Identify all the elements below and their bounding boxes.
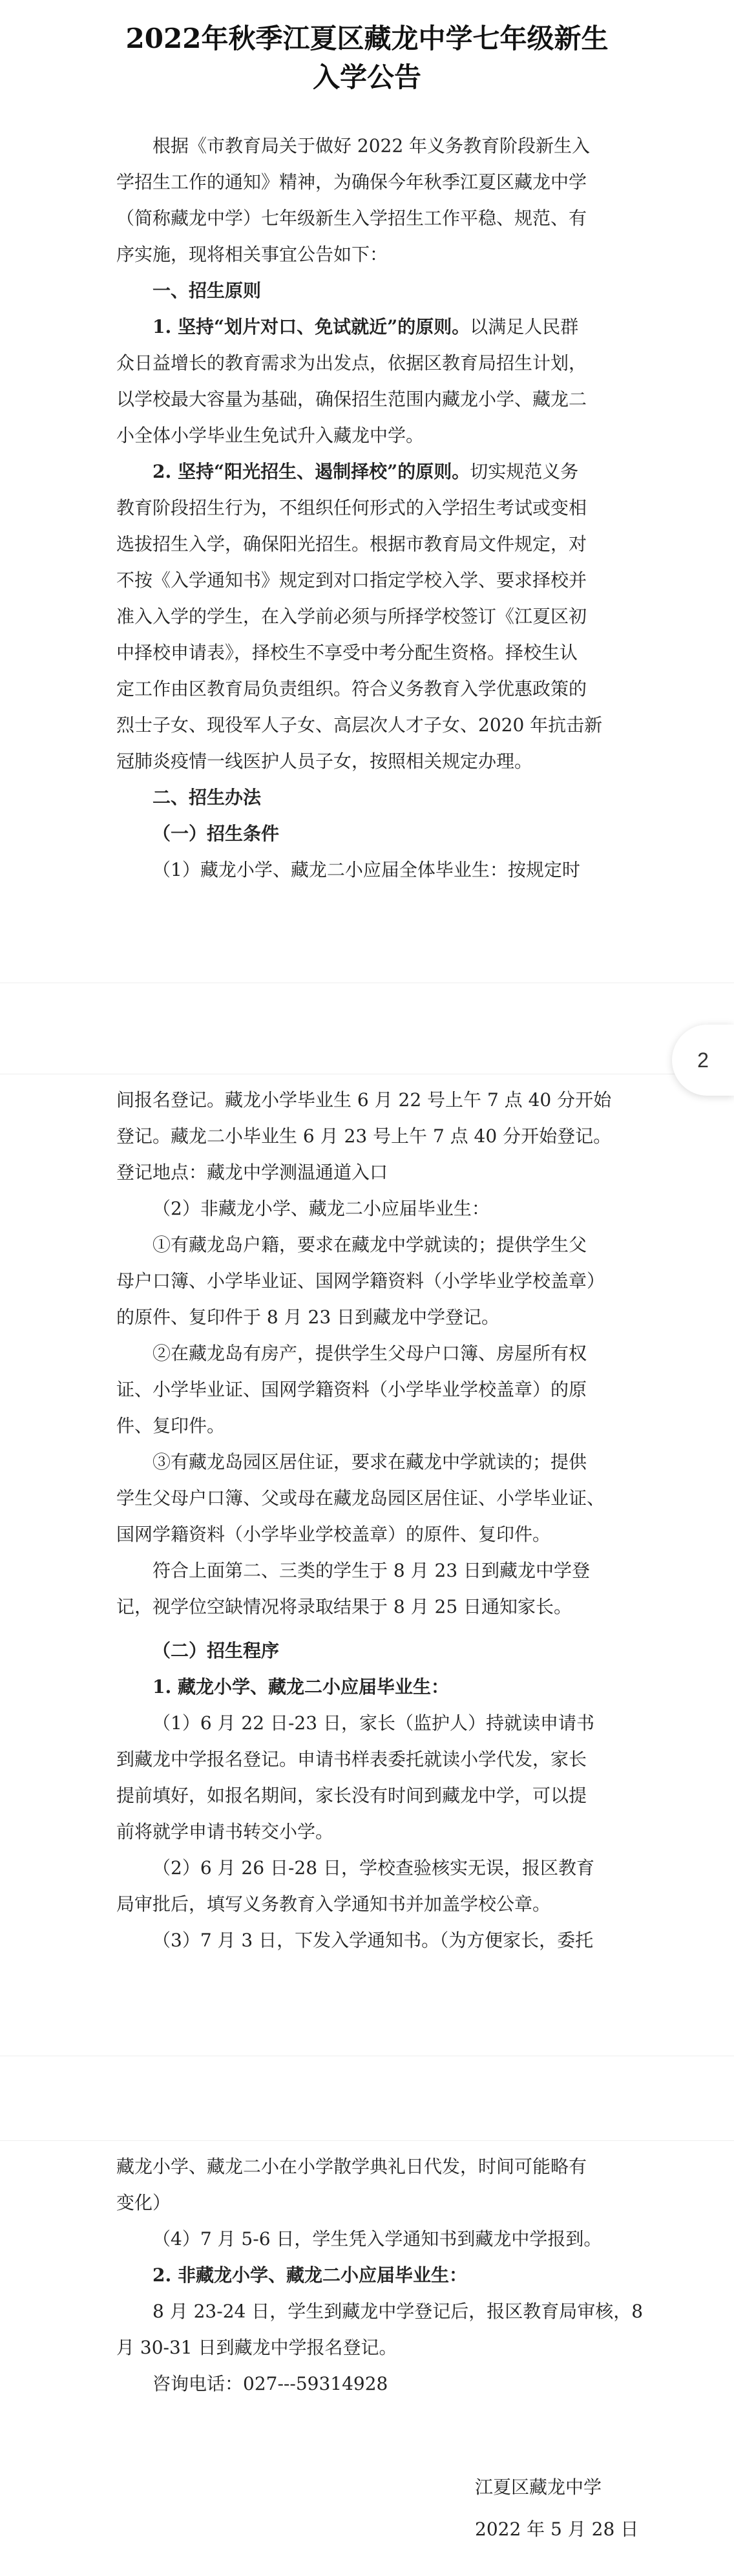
text-line: 登记。藏龙二小毕业生 6 月 23 号上午 7 点 40 分开始登记。 xyxy=(116,1125,612,1147)
condition-1-paragraph-part-1 xyxy=(116,852,633,888)
procedure-1c-paragraph-part-2 xyxy=(116,2149,633,2221)
document-page-2 xyxy=(0,1073,734,2056)
text-line: 到藏龙中学报名登记。申请书样表委托就读小学代发，家长 xyxy=(116,1749,587,1770)
condition-2a-paragraph xyxy=(116,1227,633,1336)
title-line-1: 2022年秋季江夏区藏龙中学七年级新生 xyxy=(125,23,609,54)
text-line: 件、复印件。 xyxy=(116,1415,225,1436)
text-line: （简称藏龙中学）七年级新生入学招生工作平稳、规范、有 xyxy=(116,208,587,229)
text-line: ①有藏龙岛户籍，要求在藏龙中学就读的；提供学生父 xyxy=(152,1234,587,1255)
text-line: 选拔招生入学，确保阳光招生。根据市教育局文件规定，对 xyxy=(116,533,587,555)
condition-2c-paragraph xyxy=(116,1444,633,1553)
text-line: （3）7 月 3 日，下发入学通知书。（为方便家长，委托 xyxy=(152,1930,594,1951)
subsection-heading-procedure: （二）招生程序 xyxy=(152,1640,280,1661)
intro-paragraph xyxy=(116,128,633,273)
text-line: 前将就学申请书转交小学。 xyxy=(116,1821,334,1842)
contact-phone: 咨询电话：027---59314928 xyxy=(152,2373,388,2394)
text-line: 提前填好，如报名期间，家长没有时间到藏龙中学，可以提 xyxy=(116,1785,587,1806)
text-line: 母户口簿、小学毕业证、国网学籍资料（小学毕业学校盖章） xyxy=(116,1270,605,1292)
text-line: 证、小学毕业证、国网学籍资料（小学毕业学校盖章）的原 xyxy=(116,1379,587,1400)
text-line: 变化） xyxy=(116,2192,171,2213)
text-line: （1）藏龙小学、藏龙二小应届全体毕业生：按规定时 xyxy=(152,859,580,880)
principle-1-paragraph xyxy=(116,309,633,454)
text-line: 教育阶段招生行为，不组织任何形式的入学招生考试或变相 xyxy=(116,497,587,518)
procedure-1b-paragraph xyxy=(116,1850,633,1922)
text-line: 间报名登记。藏龙小学毕业生 6 月 22 号上午 7 点 40 分开始 xyxy=(116,1089,612,1111)
page-number-badge[interactable]: 2 xyxy=(672,1025,734,1096)
text-line: （1）6 月 22 日-23 日，家长（监护人）持就读申请书 xyxy=(152,1712,594,1734)
subsection-heading-conditions: （一）招生条件 xyxy=(152,823,280,844)
procedure-2-heading: 2. 非藏龙小学、藏龙二小应届毕业生： xyxy=(152,2264,467,2286)
text-line: 登记地点：藏龙中学测温通道入口 xyxy=(116,1162,388,1183)
notice-title xyxy=(0,19,734,97)
condition-2-heading: （2）非藏龙小学、藏龙二小应届毕业生： xyxy=(152,1198,490,1219)
condition-note-paragraph xyxy=(116,1553,633,1625)
text-line: 不按《入学通知书》规定到对口指定学校入学、要求择校并 xyxy=(116,569,587,591)
text-line: 切实规范义务 xyxy=(470,461,579,482)
text-line: 众日益增长的教育需求为出发点，依据区教育局招生计划， xyxy=(116,352,587,374)
text-line: 准入入学的学生，在入学前必须与所择学校签订《江夏区初 xyxy=(116,606,587,627)
text-line: 小全体小学毕业生免试升入藏龙中学。 xyxy=(116,425,425,446)
text-line: 国网学籍资料（小学毕业学校盖章）的原件、复印件。 xyxy=(116,1524,551,1545)
procedure-1d-paragraph xyxy=(116,2221,633,2257)
text-line: 烈士子女、现役军人子女、高层次人才子女、2020 年抗击新 xyxy=(116,714,603,736)
text-line: 记，视学位空缺情况将录取结果于 8 月 25 日通知家长。 xyxy=(116,1596,572,1617)
condition-1-paragraph-part-2 xyxy=(116,1082,633,1191)
text-line: （4）7 月 5-6 日，学生凭入学通知书到藏龙中学报到。 xyxy=(152,2228,602,2250)
page-break xyxy=(0,983,734,1074)
document-page-3 xyxy=(0,2140,734,2576)
text-line: 序实施，现将相关事宜公告如下： xyxy=(116,244,388,265)
text-line: 根据《市教育局关于做好 2022 年义务教育阶段新生入 xyxy=(152,135,591,156)
text-line: 学生父母户口簿、父或母在藏龙岛园区居住证、小学毕业证、 xyxy=(116,1487,605,1509)
section-heading-principles: 一、招生原则 xyxy=(152,280,262,301)
text-line: （2）6 月 26 日-28 日，学校查验核实无误，报区教育 xyxy=(152,1857,594,1879)
text-line: 8 月 23-24 日，学生到藏龙中学登记后，报区教育局审核，8 xyxy=(152,2301,644,2322)
text-line: 中择校申请表》，择校生不享受中考分配生资格。择校生认 xyxy=(116,642,578,663)
principle-2-lead: 2. 坚持“阳光招生、遏制择校”的原则。 xyxy=(152,461,470,482)
signature-organization: 江夏区藏龙中学 xyxy=(475,2476,602,2498)
procedure-2a-paragraph xyxy=(116,2294,644,2366)
text-line: 定工作由区教育局负责组织。符合义务教育入学优惠政策的 xyxy=(116,678,587,699)
text-line: ②在藏龙岛有房产，提供学生父母户口簿、房屋所有权 xyxy=(152,1343,587,1364)
text-line: 符合上面第二、三类的学生于 8 月 23 日到藏龙中学登 xyxy=(152,1560,591,1581)
principle-1-lead: 1. 坚持“划片对口、免试就近”的原则。 xyxy=(152,316,470,337)
text-line: 冠肺炎疫情一线医护人员子女，按照相关规定办理。 xyxy=(116,750,533,772)
procedure-1c-paragraph-part-1 xyxy=(116,1922,633,1959)
text-line: ③有藏龙岛园区居住证，要求在藏龙中学就读的；提供 xyxy=(152,1451,587,1473)
signature-date: 2022 年 5 月 28 日 xyxy=(475,2518,639,2540)
title-line-2: 入学公告 xyxy=(312,61,421,93)
procedure-1-heading: 1. 藏龙小学、藏龙二小应届毕业生： xyxy=(152,1676,449,1698)
condition-2b-paragraph xyxy=(116,1336,633,1444)
text-line: 以满足人民群 xyxy=(470,316,579,337)
document-page-1 xyxy=(0,0,734,983)
text-line: 月 30-31 日到藏龙中学报名登记。 xyxy=(116,2337,397,2358)
text-line: 藏龙小学、藏龙二小在小学散学典礼日代发，时间可能略有 xyxy=(116,2156,587,2177)
page-break xyxy=(0,2056,734,2141)
text-line: 的原件、复印件于 8 月 23 日到藏龙中学登记。 xyxy=(116,1306,500,1328)
principle-2-paragraph xyxy=(116,454,633,780)
section-heading-methods: 二、招生办法 xyxy=(152,787,262,808)
procedure-1a-paragraph xyxy=(116,1705,633,1850)
text-line: 局审批后，填写义务教育入学通知书并加盖学校公章。 xyxy=(116,1893,551,1915)
text-line: 学招生工作的通知》精神，为确保今年秋季江夏区藏龙中学 xyxy=(116,171,587,193)
text-line: 以学校最大容量为基础，确保招生范围内藏龙小学、藏龙二 xyxy=(116,389,587,410)
